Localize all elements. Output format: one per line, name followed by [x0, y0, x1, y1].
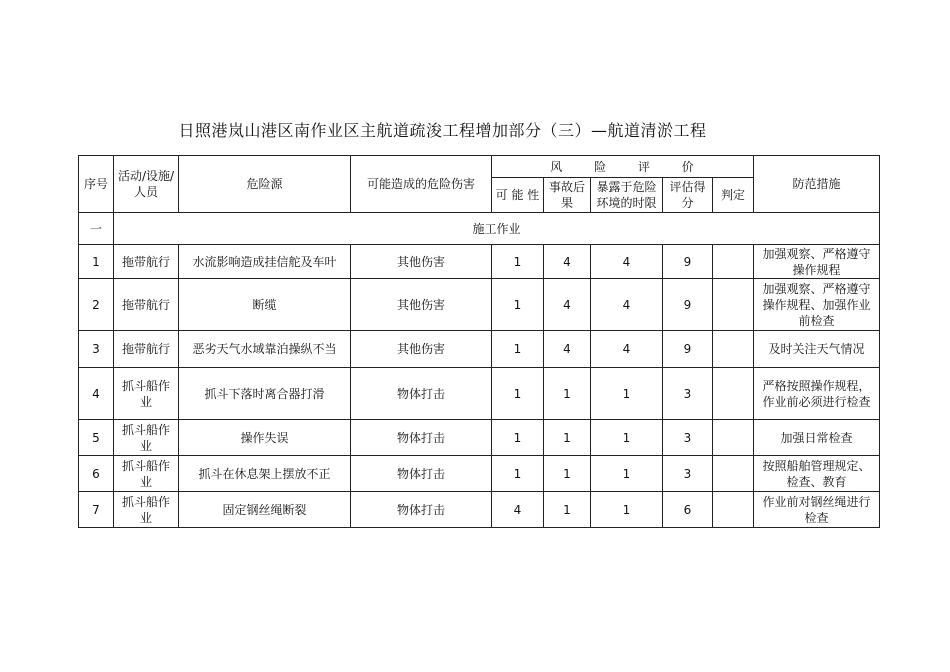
table-row — [79, 368, 880, 420]
row-harm: 物体打击 — [351, 456, 492, 492]
row-consequence: 1 — [544, 492, 591, 528]
header-harm: 可能造成的危险伤害 — [351, 156, 492, 213]
row-harm: 其他伤害 — [351, 331, 492, 368]
row-exposure: 1 — [591, 492, 663, 528]
row-harm: 物体打击 — [351, 420, 492, 456]
row-seq: 4 — [79, 368, 114, 420]
row-activity: 抓斗船作业 — [114, 492, 179, 528]
row-measures: 加强日常检查 — [754, 420, 880, 456]
row-harm: 其他伤害 — [351, 279, 492, 331]
row-likelihood: 1 — [492, 420, 544, 456]
row-measures: 加强观察、严格遵守操作规程 — [754, 245, 880, 279]
row-judge — [713, 245, 754, 279]
row-harm: 物体打击 — [351, 492, 492, 528]
row-seq: 2 — [79, 279, 114, 331]
row-activity: 拖带航行 — [114, 279, 179, 331]
row-likelihood: 1 — [492, 331, 544, 368]
table-row — [79, 492, 880, 528]
row-exposure: 1 — [591, 420, 663, 456]
row-score: 6 — [663, 492, 713, 528]
document-title: 日照港岚山港区南作业区主航道疏浚工程增加部分（三）—航道清淤工程 — [178, 121, 707, 140]
row-judge — [713, 368, 754, 420]
header-likelihood: 可 能 性 — [492, 178, 544, 213]
row-activity: 拖带航行 — [114, 245, 179, 279]
row-measures: 作业前对钢丝绳进行检查 — [754, 492, 880, 528]
header-score: 评估得分 — [663, 178, 713, 213]
row-likelihood: 4 — [492, 492, 544, 528]
row-consequence: 4 — [544, 245, 591, 279]
header-judge: 判定 — [713, 178, 754, 213]
risk-assessment-table — [78, 155, 880, 528]
header-hazard: 危险源 — [179, 156, 351, 213]
row-likelihood: 1 — [492, 279, 544, 331]
row-seq: 6 — [79, 456, 114, 492]
row-measures: 严格按照操作规程，作业前必须进行检查 — [754, 368, 880, 420]
row-activity: 抓斗船作业 — [114, 368, 179, 420]
table-row — [79, 331, 880, 368]
row-hazard: 恶劣天气水域靠泊操纵不当 — [179, 331, 351, 368]
header-row-1 — [79, 156, 880, 178]
row-consequence: 1 — [544, 456, 591, 492]
row-consequence: 4 — [544, 279, 591, 331]
row-likelihood: 1 — [492, 245, 544, 279]
row-consequence: 4 — [544, 331, 591, 368]
row-hazard: 水流影响造成挂信舵及车叶 — [179, 245, 351, 279]
row-seq: 5 — [79, 420, 114, 456]
row-harm: 其他伤害 — [351, 245, 492, 279]
row-hazard: 抓斗下落时离合器打滑 — [179, 368, 351, 420]
row-measures: 及时关注天气情况 — [754, 331, 880, 368]
row-hazard: 操作失误 — [179, 420, 351, 456]
row-activity: 抓斗船作业 — [114, 456, 179, 492]
row-exposure: 4 — [591, 245, 663, 279]
row-judge — [713, 279, 754, 331]
row-seq: 7 — [79, 492, 114, 528]
section-row — [79, 213, 880, 245]
row-exposure: 1 — [591, 368, 663, 420]
row-likelihood: 1 — [492, 368, 544, 420]
header-exposure: 暴露于危险环境的时限 — [591, 178, 663, 213]
row-score: 3 — [663, 420, 713, 456]
row-judge — [713, 420, 754, 456]
row-judge — [713, 331, 754, 368]
header-measures: 防范措施 — [754, 156, 880, 213]
row-consequence: 1 — [544, 420, 591, 456]
row-hazard: 断缆 — [179, 279, 351, 331]
row-score: 3 — [663, 456, 713, 492]
header-seq: 序号 — [79, 156, 114, 213]
header-risk-evaluation: 风 险 评 价 — [492, 156, 754, 178]
row-score: 9 — [663, 245, 713, 279]
table-row — [79, 420, 880, 456]
row-exposure: 4 — [591, 279, 663, 331]
row-seq: 1 — [79, 245, 114, 279]
row-measures: 加强观察、严格遵守操作规程、加强作业前检查 — [754, 279, 880, 331]
row-likelihood: 1 — [492, 456, 544, 492]
row-harm: 物体打击 — [351, 368, 492, 420]
header-activity: 活动/设施/人员 — [114, 156, 179, 213]
section-seq: 一 — [79, 213, 114, 245]
table-row — [79, 245, 880, 279]
row-activity: 拖带航行 — [114, 331, 179, 368]
row-score: 9 — [663, 331, 713, 368]
row-exposure: 4 — [591, 331, 663, 368]
row-score: 3 — [663, 368, 713, 420]
table-row — [79, 456, 880, 492]
row-seq: 3 — [79, 331, 114, 368]
row-judge — [713, 492, 754, 528]
row-consequence: 1 — [544, 368, 591, 420]
row-hazard: 抓斗在休息架上摆放不正 — [179, 456, 351, 492]
section-label: 施工作业 — [114, 213, 880, 245]
row-measures: 按照船舶管理规定、检查、教育 — [754, 456, 880, 492]
row-score: 9 — [663, 279, 713, 331]
row-hazard: 固定钢丝绳断裂 — [179, 492, 351, 528]
table-row — [79, 279, 880, 331]
header-consequence: 事故后果 — [544, 178, 591, 213]
row-activity: 抓斗船作业 — [114, 420, 179, 456]
row-judge — [713, 456, 754, 492]
row-exposure: 1 — [591, 456, 663, 492]
